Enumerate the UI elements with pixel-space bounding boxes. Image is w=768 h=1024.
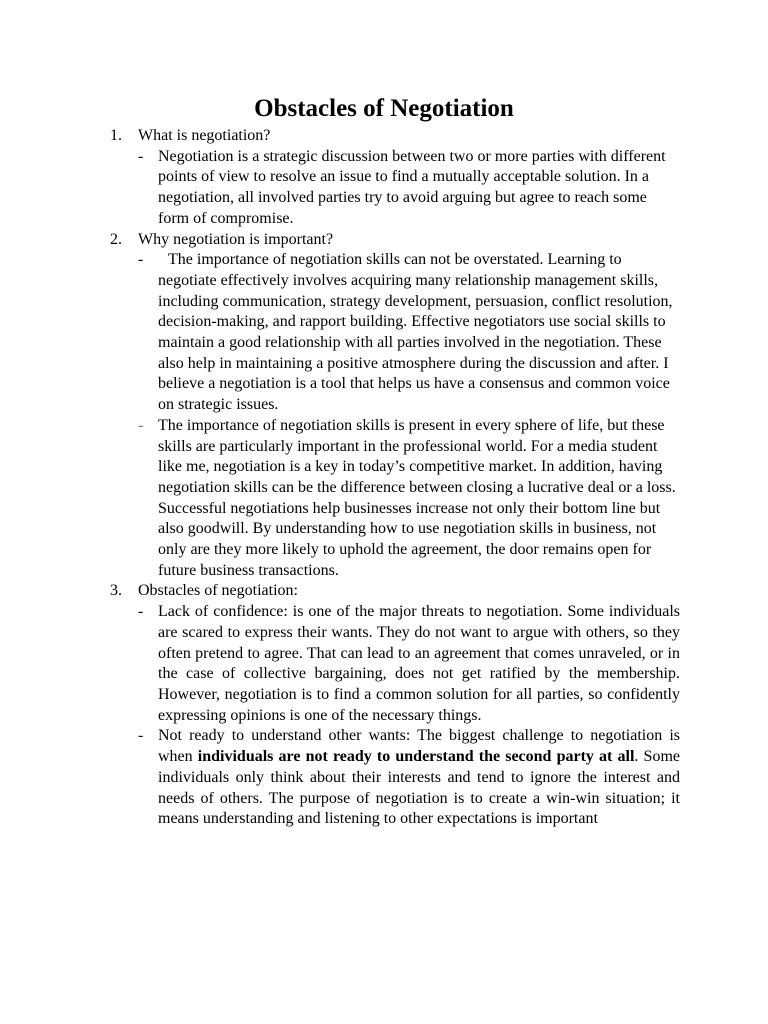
- bullet-text-lead: Not ready to understand other wants: The biggest challenge to negotiation is when: [158, 727, 680, 766]
- list-item: [138, 416, 680, 582]
- bullet-marker: -: [138, 603, 144, 621]
- section-number: 2.: [110, 230, 122, 248]
- bullet-marker: -: [138, 416, 144, 434]
- section-heading: Obstacles of negotiation:: [138, 582, 298, 600]
- bullet-text: [158, 726, 680, 830]
- bullet-marker: -: [138, 147, 144, 165]
- bullet-marker: -: [138, 251, 144, 269]
- bullet-text: The importance of negotiation skills is present in every sphere of life, but these skills are particularly important in the professional world. For a media student like me, negotiation is a key in today’s competitive market. In addition, having negotiation skills can be the difference between closing a lucrative deal or a loss. Successful negotiations help businesses increase not only their bottom line but also goodwill. By understanding how to use negotiation skills in business, not only are they more likely to uphold the agreement, the door remains open for future business transactions.: [158, 416, 676, 579]
- section-list: [110, 126, 680, 830]
- bullet-text-content: The importance of negotiation skills can not be overstated. Learning to negotiate effectively involves acquiring many relationship management skills, including communication, strategy development, persuasion, conflict resolution, decision-making, and rapport building. Effective negotiators use social skills to maintain a good relationship with all parties involved in the negotiation. These also help in maintaining a positive atmosphere during the discussion and after. I believe a negotiation is a tool that helps us have a consensus and common voice on strategic issues.: [158, 251, 673, 414]
- section-obstacles: [110, 581, 680, 829]
- bullet-list: [138, 602, 680, 830]
- section-heading: Why negotiation is important?: [138, 230, 334, 248]
- list-item: [138, 250, 680, 416]
- document-body: [110, 126, 680, 830]
- bullet-marker: -: [138, 727, 144, 745]
- bullet-text: [158, 250, 680, 416]
- bullet-list: [138, 250, 680, 581]
- bullet-list: [138, 147, 680, 230]
- bullet-text: Negotiation is a strategic discussion between two or more parties with different points of view to resolve an issue to find a mutually acceptable solution. In a negotiation, all involved parties try to avoid arguing but agree to reach some form of compromise.: [158, 147, 666, 227]
- list-item: [138, 726, 680, 830]
- list-item: [138, 602, 680, 726]
- bullet-text-emphasis: individuals are not ready to understand the second party at all: [197, 748, 635, 766]
- section-heading: What is negotiation?: [138, 127, 271, 144]
- section-number: 3.: [110, 582, 122, 600]
- section-number: 1.: [110, 127, 122, 144]
- document-title: Obstacles of Negotiation: [254, 95, 514, 122]
- section-why-important: [110, 230, 680, 582]
- bullet-text: Lack of confidence: is one of the major threats to negotiation. Some individuals are scared to express their wants. They do not want to argue with others, so they often pretend to agree. That can lead to an agreement that comes unraveled, or in the case of collective bargaining, does not get ratified by the membership. However, negotiation is to find a common solution for all parties, so confidently expressing opinions is one of the necessary things.: [158, 603, 680, 724]
- section-what-is-negotiation: [110, 126, 680, 230]
- bullet-text-tail: . Some individuals only think about their interests and tend to ignore the interest and needs of others. The purpose of negotiation is to create a win-win situation; it means understanding and listening to other expectations is important: [158, 748, 681, 828]
- list-item: [138, 147, 680, 230]
